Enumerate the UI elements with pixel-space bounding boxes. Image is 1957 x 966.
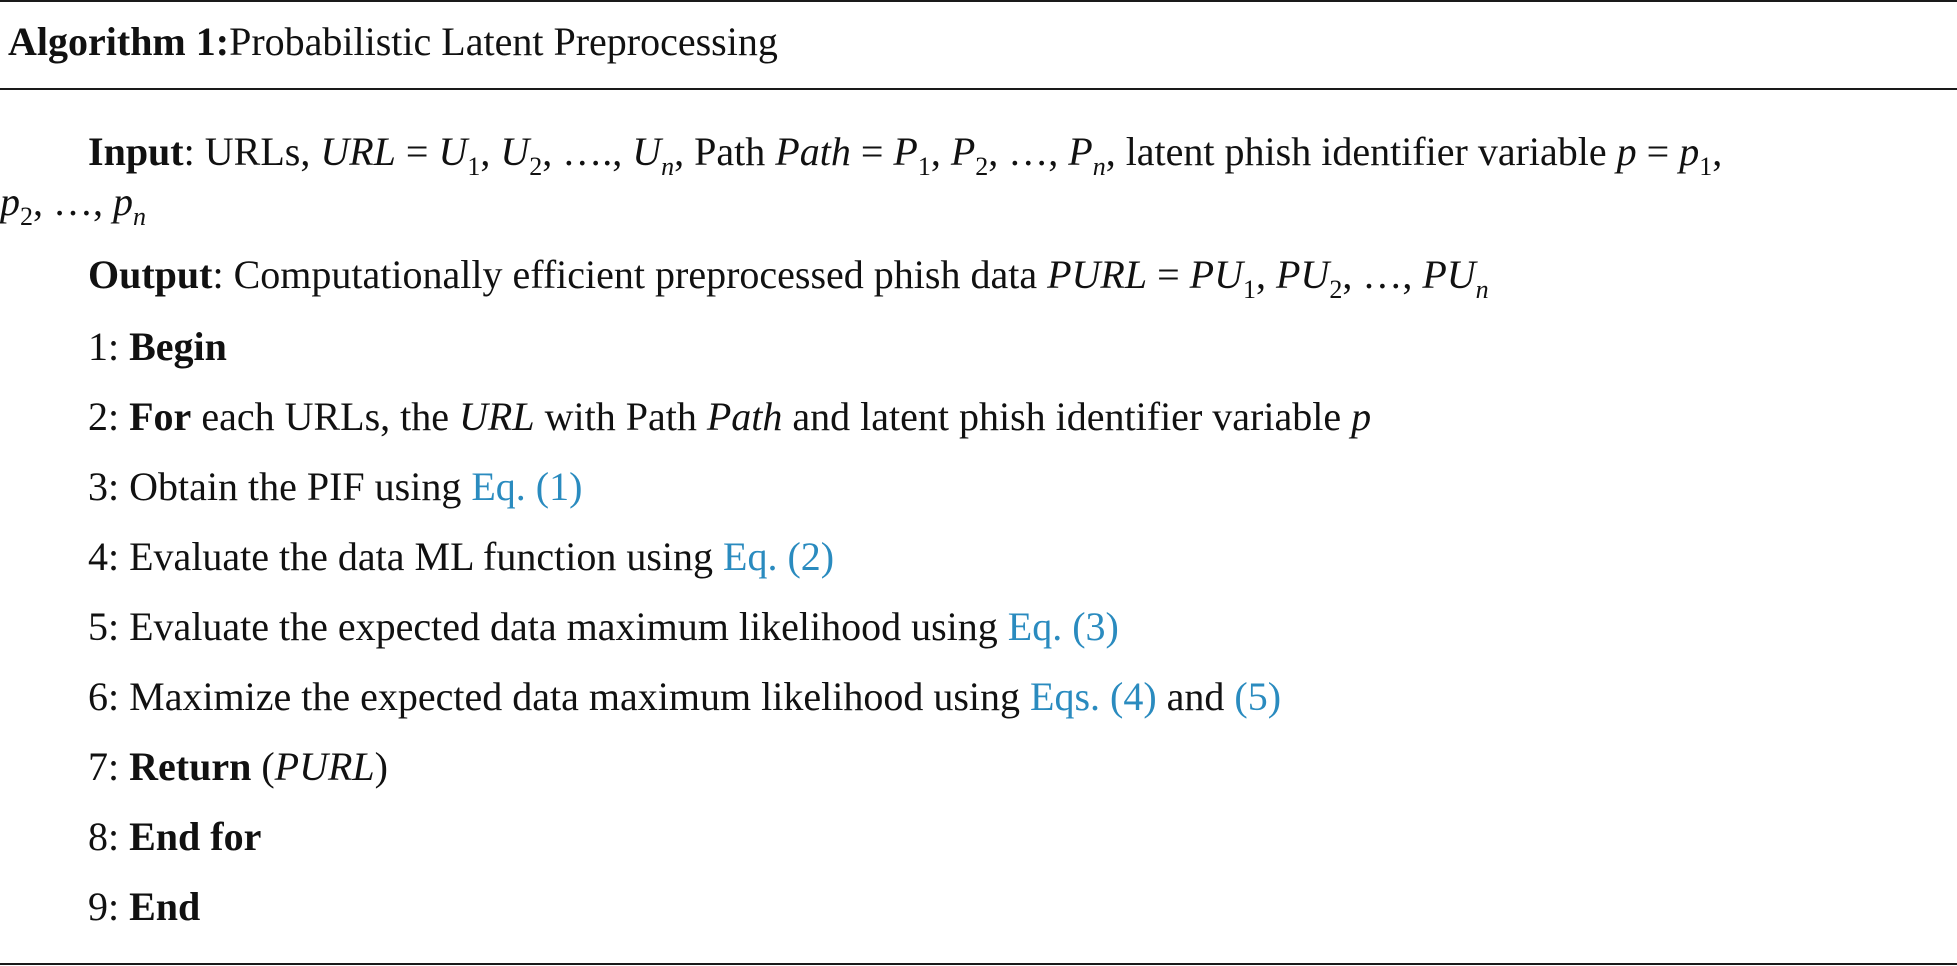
keyword-begin: Begin bbox=[129, 324, 227, 369]
step-number: 2: bbox=[88, 394, 120, 439]
top-rule bbox=[0, 0, 1957, 2]
step-5 bbox=[88, 601, 1119, 653]
path-word: Path bbox=[694, 129, 766, 174]
u-variable: U bbox=[632, 129, 662, 174]
latent-variable: p bbox=[113, 179, 133, 224]
latent-text: latent phish identifier variable bbox=[1125, 129, 1607, 174]
paren-open: ( bbox=[261, 744, 275, 789]
keyword-for: For bbox=[129, 394, 192, 439]
u-variable: U bbox=[438, 129, 468, 174]
eq-2-link[interactable]: Eq. (2) bbox=[723, 534, 835, 579]
step-6 bbox=[88, 671, 1281, 723]
pu-variable: PU bbox=[1189, 252, 1243, 297]
output-label: Output bbox=[88, 252, 213, 297]
step-3 bbox=[88, 461, 582, 513]
step-text: Evaluate the data ML function using bbox=[129, 534, 714, 579]
step-number: 4: bbox=[88, 534, 120, 579]
input-urls-word: URLs, bbox=[204, 129, 311, 174]
eq-1-link[interactable]: Eq. (1) bbox=[471, 464, 583, 509]
pu-variable: PU bbox=[1276, 252, 1330, 297]
url-variable: URL bbox=[320, 129, 396, 174]
step-9 bbox=[88, 881, 200, 933]
ellipsis: …., bbox=[562, 129, 623, 174]
step-text: and bbox=[1166, 674, 1225, 719]
paren-close: ) bbox=[374, 744, 388, 789]
keyword-end-for: End for bbox=[129, 814, 262, 859]
step-text: Evaluate the expected data maximum likelihood using bbox=[129, 604, 998, 649]
latent-variable: p bbox=[1679, 129, 1700, 174]
output-text: Computationally efficient preprocessed phish data bbox=[233, 252, 1038, 297]
subscript: n bbox=[1092, 152, 1106, 181]
subscript: 2 bbox=[1329, 275, 1343, 304]
step-number: 5: bbox=[88, 604, 120, 649]
step-1 bbox=[88, 321, 227, 373]
step-number: 7: bbox=[88, 744, 120, 789]
ellipsis: …, bbox=[53, 179, 103, 224]
keyword-return: Return bbox=[129, 744, 252, 789]
url-variable: URL bbox=[459, 394, 535, 439]
algorithm-title bbox=[8, 16, 778, 68]
algorithm-name: Probabilistic Latent Preprocessing bbox=[229, 19, 778, 64]
p-variable: P bbox=[950, 129, 976, 174]
subscript: n bbox=[133, 202, 146, 231]
eq-5-link[interactable]: (5) bbox=[1234, 674, 1282, 719]
step-text: with Path bbox=[544, 394, 697, 439]
subscript: n bbox=[1475, 275, 1489, 304]
p-variable: P bbox=[1068, 129, 1093, 174]
pu-variable: PU bbox=[1422, 252, 1476, 297]
subscript: 1 bbox=[1699, 152, 1713, 181]
output-line: Output: Computationally efficient preprocessed phish data PURL = $PU_1$, $PU_2$, …, $PU_n$ bbox=[88, 252, 1489, 304]
subscript: 1 bbox=[467, 152, 481, 181]
subscript: n bbox=[661, 152, 675, 181]
ellipsis: …, bbox=[1362, 252, 1413, 297]
step-text: Obtain the PIF using bbox=[129, 464, 462, 509]
u-variable: U bbox=[500, 129, 530, 174]
step-text: Maximize the expected data maximum likelihood using bbox=[129, 674, 1021, 719]
ellipsis: …, bbox=[1008, 129, 1059, 174]
eq-4-link[interactable]: Eqs. (4) bbox=[1030, 674, 1157, 719]
subscript: 1 bbox=[1243, 275, 1256, 304]
input-line-continued: $p_2$, …, $p_n$ bbox=[0, 179, 146, 231]
algorithm-label: Algorithm 1: bbox=[8, 19, 230, 64]
eq-3-link[interactable]: Eq. (3) bbox=[1007, 604, 1119, 649]
purl-variable: PURL bbox=[274, 744, 375, 789]
step-4 bbox=[88, 531, 834, 583]
step-number: 1: bbox=[88, 324, 120, 369]
input-label: Input bbox=[88, 129, 184, 174]
subscript: 2 bbox=[20, 202, 33, 231]
step-8 bbox=[88, 811, 261, 863]
step-number: 3: bbox=[88, 464, 120, 509]
p-variable: P bbox=[893, 129, 918, 174]
step-text: each URLs, the bbox=[201, 394, 450, 439]
bottom-rule bbox=[0, 963, 1957, 965]
keyword-end: End bbox=[129, 884, 201, 929]
step-number: 8: bbox=[88, 814, 120, 859]
path-variable: Path bbox=[706, 394, 783, 439]
purl-variable: PURL bbox=[1047, 252, 1148, 297]
step-2 bbox=[88, 391, 1371, 443]
input-line: Input: URLs, URL = $U_1$, $U_2$, …., $U_n$, Path Path = $P_1$, $P_2$, …, $P_n$, latent phish identifier variable $p = p_1$, bbox=[88, 129, 1723, 181]
step-number: 6: bbox=[88, 674, 120, 719]
step-7 bbox=[88, 741, 388, 793]
step-text: and latent phish identifier variable bbox=[792, 394, 1342, 439]
latent-variable: p bbox=[1616, 129, 1637, 174]
subscript: 2 bbox=[975, 152, 989, 181]
latent-variable: p bbox=[0, 179, 20, 224]
latent-variable: p bbox=[1351, 394, 1372, 439]
subscript: 1 bbox=[917, 152, 931, 181]
step-number: 9: bbox=[88, 884, 120, 929]
header-rule bbox=[0, 88, 1957, 90]
path-variable: Path bbox=[775, 129, 851, 174]
subscript: 2 bbox=[529, 152, 543, 181]
